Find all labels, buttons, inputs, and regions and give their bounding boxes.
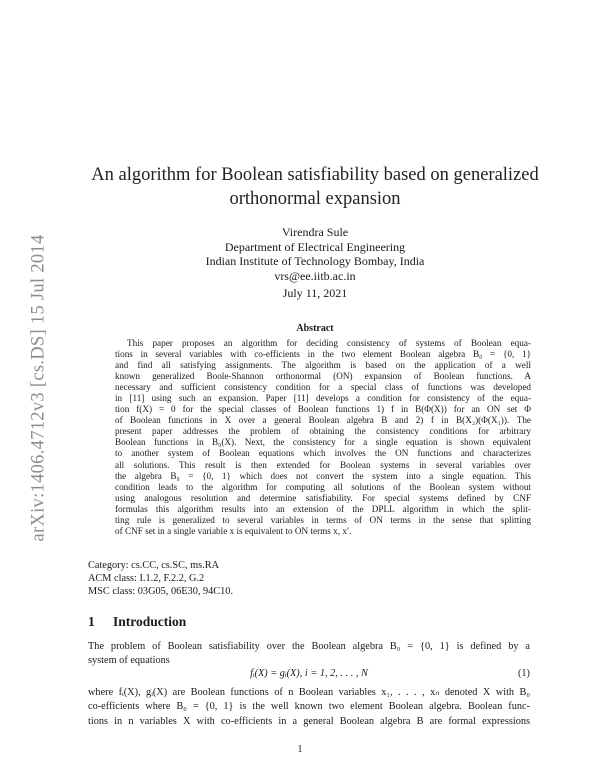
abstract-line: ting rule is generalized to several variables in terms of ON terms in the sense that splitting: [115, 514, 531, 525]
author-email: vrs@ee.iitb.ac.in: [274, 268, 356, 283]
abstract-line: This paper proposes an algorithm for deciding consistency of systems of Boolean equa-: [127, 338, 531, 348]
abstract-line: in [11] using such an expansion. Paper [11] develops a condition for consistency of the equa-: [115, 393, 531, 404]
arxiv-stamp: [10, 193, 68, 583]
abstract-line: using analogous resolution and determine satisfiability. For special systems defined by CNF: [115, 492, 531, 503]
abstract-line: all solutions. This result is then extended for Boolean systems in several variables over: [115, 459, 531, 470]
abstract-line: Boolean functions in B₀(X). Next, the consistency for a single equation is shown equivalent: [115, 437, 531, 448]
arxiv-stamp-text: arXiv:1406.4712v3 [cs.DS] 15 Jul 2014: [28, 234, 49, 542]
section-number: 1: [88, 614, 95, 629]
abstract-line: formulas this algorithm results into an extension of the DPLL algorithm in which the split-: [115, 503, 531, 514]
body-line: where fᵢ(X), gᵢ(X) are Boolean functions of n Boolean variables x₁, . . . , xₙ denoted X with B₀: [88, 687, 530, 698]
paper-date: July 11, 2021: [282, 286, 348, 300]
abstract-line: tions in several variables with co-efficients in the two element Boolean algebra B₀ = {0, 1}: [115, 349, 531, 360]
msc-class-line: MSC class: 03G05, 06E30, 94C10.: [88, 586, 234, 597]
abstract-line: condition leads to the algorithm for computing all solutions of the Boolean system without: [115, 481, 531, 492]
author-institute: Indian Institute of Technology Bombay, India: [205, 254, 425, 268]
abstract-line: to another system of Boolean equations which involves the ON functions and characterizes: [115, 448, 531, 459]
author-block: [88, 225, 542, 283]
body-line: tions in n variables X with co-efficients in a general Boolean algebra B are formal expressions: [88, 715, 530, 727]
acm-class-line: ACM class: I.1.2, F.2.2, G.2: [88, 573, 205, 584]
body-line: co-efficients where B₀ = {0, 1} is the well known two element Boolean algebra. Boolean func-: [88, 701, 530, 713]
title-line-1: An algorithm for Boolean satisfiability based on generalized: [91, 165, 539, 185]
abstract-line: of CNF set in a single variable x is equivalent to ON terms x, x′.: [115, 525, 352, 536]
section-heading: [88, 614, 186, 630]
page-number: 1: [297, 744, 303, 755]
author-department: Department of Electrical Engineering: [224, 239, 406, 254]
abstract-line: of Boolean functions in X over a general Boolean algebra B and 2) f in B(X₂)(Φ(X₁)). The: [115, 415, 531, 426]
abstract-line: present paper addresses the problem of obtaining the consistency conditions for arbitrary: [115, 426, 531, 437]
abstract-body: [115, 338, 531, 537]
equation-number: (1): [517, 668, 530, 679]
intro-paragraph-start: [88, 640, 530, 669]
section-title: Introduction: [113, 614, 187, 629]
abstract-line: the algebra B₀ = {0, 1} which does not convert the system into a single equation. This: [115, 470, 531, 481]
author-name: Virendra Sule: [281, 225, 349, 239]
abstract-line: known generalized Boole-Shannon orthonormal (ON) expansion of Boolean functions. A: [115, 371, 531, 382]
body-line: The problem of Boolean satisfiability over the Boolean algebra B₀ = {0, 1} is defined by a: [88, 641, 530, 652]
title-line-2: orthonormal expansion: [229, 189, 401, 209]
equation-text: fᵢ(X) = gᵢ(X), i = 1, 2, . . . , N: [250, 668, 368, 679]
paper-title: [88, 163, 542, 211]
classification-block: [88, 559, 233, 598]
abstract-line: necessary and sufficient consistency condition for a special class of functions was developed: [115, 382, 531, 393]
abstract-heading: Abstract: [296, 323, 334, 334]
abstract-line: tion f(X) = 0 for the special classes of Boolean functions 1) f in B(Φ(X)) for an ON set Φ: [115, 404, 531, 415]
intro-paragraph-continued: [88, 686, 530, 729]
abstract-line: and find all satisfying assignments. The algorithm is based on the application of a well: [115, 360, 531, 371]
category-line: Category: cs.CC, cs.SC, ms.RA: [88, 560, 220, 571]
body-line: system of equations: [88, 655, 170, 667]
